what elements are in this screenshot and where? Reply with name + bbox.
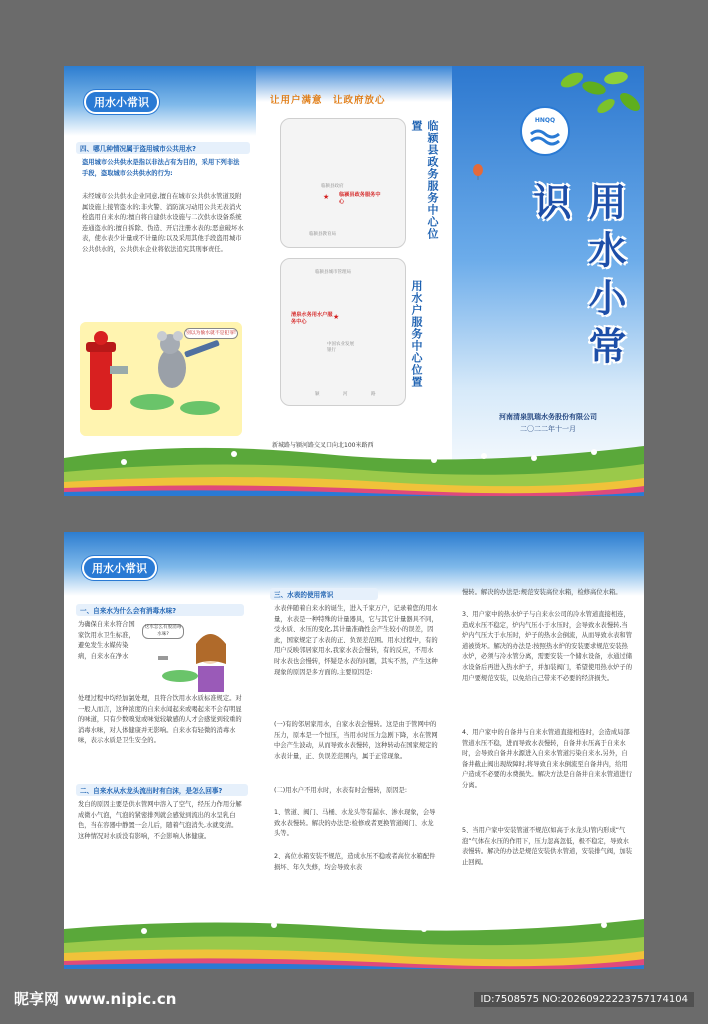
logo-text: HNQQ — [534, 117, 556, 124]
map-government-center — [280, 118, 406, 248]
inside-left-column — [64, 532, 256, 969]
para-1a: 为确保自来水符合国家饮用水卫生标准，避免发生水媒传染病，自来水在净水 — [78, 621, 135, 660]
map-label: 河 — [343, 392, 348, 397]
publish-date: 二〇二二年十一月 — [520, 425, 576, 433]
address-note: 新城路与颍河路交叉口向北100米路西 — [272, 442, 374, 449]
section-body: 未经城市公共供水企业同意,擅自在城市公共供水管道及附属设施上接管盗水的;非火警、消防演习动用公共无表消火栓盗用自来水的;擅自将自建供水设施与二次供水设备系统连通盗水的;擅自拆除、伪造、开启注册水表的;恶意破坏水表，使水表少计量或不计量的;以及采用其他手段盗用城市公共供水的，公共供水企业将依法追究其刑事责任。 — [82, 193, 244, 253]
slogan: 让用户满意 让政府放心 — [270, 95, 386, 106]
heading-2: 二、自来水从水龙头流出时有白沫，是怎么回事? — [76, 784, 248, 796]
para-2: 发白的原因主要是供水管网中溶入了空气，经压力作用分解成微小气泡，气泡的紧密排列就会感觉到流出的水呈乳白色，当在容器中静置一会儿后，随着气泡消失,水就变清。这种情况对水质没有影响，不会影响人体健康。 — [78, 801, 242, 840]
cover-panel — [452, 66, 644, 496]
para-10: 4、用户家中的自备井与自来水管道直接相连时，会造成局部管道水压不稳，进而导致水表慢转，自备井水压高于自来水时，会导致自备井水源进入自来水管道污染自来水,另外，自备井截止阀出现故障时,将导致自来水倒流至自备井内，给用户造成不必要的水费损失。解决方法是自备井自来水管道进行分离。 — [462, 729, 633, 789]
heading-3: 三、水表的使用常识 — [270, 588, 378, 600]
company-logo — [520, 106, 570, 156]
location-star-icon: ★ — [323, 193, 330, 201]
watermark-brand: 昵享网 www.nipic.cn — [14, 990, 177, 1008]
map-label-highlight: 清泉水务用水户服务中心 — [291, 312, 333, 325]
map2-title: 用水户服务中心位置 — [410, 280, 423, 388]
inside-middle-column — [260, 532, 450, 969]
section-badge: 用水小常识 — [84, 90, 159, 114]
brochure-outside — [64, 66, 644, 496]
image-id: ID:7508575 NO:20260922223757174104 — [474, 992, 694, 1007]
brochure-inside — [64, 532, 644, 969]
company-name: 河南清泉凯瑞水务股份有限公司 — [499, 412, 597, 421]
left-panel — [64, 66, 256, 496]
balloon-icon — [472, 164, 484, 180]
section-badge: 用水小常识 — [82, 556, 157, 580]
watermark-footer — [0, 976, 708, 1024]
section-heading: 四、哪几种情况属于盗用城市公共用水? — [76, 142, 250, 154]
inside-right-column — [454, 532, 644, 969]
para-9: 3、用户家中的热水炉子与自来水公司的冷水管道直接相连，造成水压不稳定，炉内气压小于水压时，会导致水表慢转,当炉内气压大于水压时，炉子的热水会倒流，从而导致水表和管道被烫坏。解决的办法是:按照热水炉的安装要求规范安装热水炉，必须与冷水管分离，需要安装一个储水设备，水通过储水设备后再进入热水炉子，并加装阀门，希望使用热水炉子的用户要规范安装，以免给自己带来不必要的经济损失。 — [462, 611, 633, 682]
para-3: 水表伴随着自来水的诞生，进入千家万户，记录着您的用水量，水表是一种特殊的计量器具，它与其它计量器具不同，受水质、水压的变化,其计量准确性会产生较小的误差，因此，国家规定了水表的正、负误差范围。用水过程中，有的用户反映邻居家用水,我家水表会慢转，有的反应，不用水时水表也会慢转，怀疑是水表的问题，其实不然，产生这种现象的原因是多方面的,主要原因是: — [274, 605, 438, 676]
para-5: (二)用水户不用水时，水表有时会慢转，原因是: — [274, 787, 407, 794]
speech-bubble: 别以为偷水就不是犯罪! — [184, 328, 238, 339]
map-label: 中国农业发展银行 — [327, 342, 354, 353]
para-11: 5、当用户家中安装管道不规范(如高于水龙头)管内形成“气泡”气体在水压的作用下，压力忽高忽低，极不稳定，导致水表慢转。解决的办法是规范安装供水管道，安装排气阀，加装止回阀。 — [462, 827, 633, 866]
water-theft-cartoon — [80, 322, 242, 436]
map-label-highlight: 临颍县政务服务中心 — [339, 192, 381, 205]
para-6: 1、管道、阀门、马桶、水龙头等有漏水、渗水现象，会导致水表慢转。解决的办法是:检修或者更换管道阀门、水龙头等。 — [274, 809, 436, 838]
middle-panel — [256, 66, 452, 496]
map1-title: 临颍县政务服务中心位置 — [410, 120, 439, 240]
para-1b: 处理过程中均经加氯处理，且符合饮用水水质标准规定。对一般人而言，这种浓度的自来水闻起来或喝起来不会有明显的味道，只有少数嗅觉或味觉较敏感的人才会感觉到较重的消毒水味，对人体健康并无影响。自来水有轻微的消毒水味，表示水质是卫生安全的。 — [78, 695, 242, 745]
map-service-center — [280, 258, 406, 406]
map-label: 颍 — [315, 392, 320, 397]
para-8: 慢转。解决的办法是:规范安装高位水箱，检修高位水箱。 — [462, 589, 622, 596]
map-label: 临颍县教育局 — [309, 232, 336, 237]
para-7: 2、高位水箱安装不规范，造成水压不稳或者高位水箱配件损坏、年久失修，均会导致水表 — [274, 853, 436, 871]
speech-bubble: 这水怎么有股消毒水味? — [142, 624, 184, 639]
heading-1: 一、自来水为什么会有消毒水味? — [76, 604, 244, 616]
grass-wave-strip — [64, 911, 644, 969]
map-label: 临颍县政府 — [321, 184, 344, 189]
location-star-icon: ★ — [333, 313, 340, 321]
para-4: (一)有的邻居家用水，自家水表会慢转。这是由于管网中的压力，原本是一个恒压，当用水时压力急剧下降，水在管网中会产生波动，从而导致水表慢转，这种转动在国家规定的水表计量，正、负误差范围内，属于正常现象。 — [274, 721, 438, 760]
grass-wave-strip — [64, 436, 644, 496]
chlorine-smell-cartoon — [140, 620, 240, 692]
map-label: 临颍县城市管理局 — [315, 270, 351, 275]
section-intro: 盗用城市公共供水是指以非法占有为目的，采用下列非法手段，盗取城市公共供水的行为: — [82, 159, 240, 177]
map-label: 路 — [371, 392, 376, 397]
cover-title: 用水小常识 — [527, 182, 627, 374]
